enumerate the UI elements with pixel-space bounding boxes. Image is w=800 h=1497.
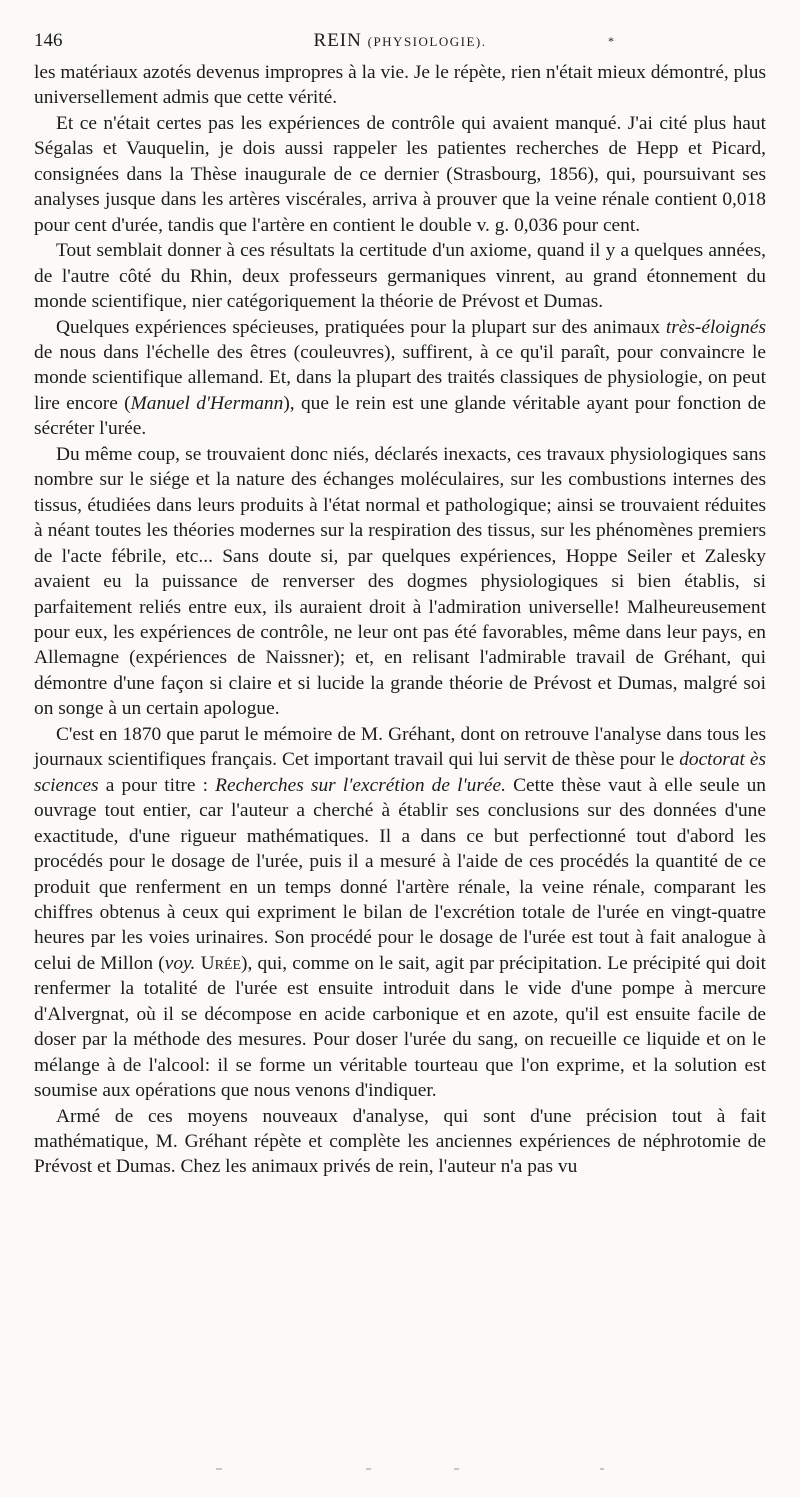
paragraph [34, 442, 766, 722]
text-run: Et ce n'était certes pas les expériences de contrôle qui avaient manqué. J'ai cité plus haut Ségalas et Vauquelin, je dois aussi rappeler les patientes recherches de Hepp et Picard, consignées dans la Thèse inaugurale de ce dernier (Strasbourg, 1856), qui, poursuivant ses analyses jusque dans les artères viscérales, arriva à prouver que la veine rénale contient 0,018 pour cent d'urée, tandis que l'artère en contient le double v. g. 0,036 pour cent. [34, 112, 766, 236]
italic-text: Manuel d'Hermann [130, 392, 284, 414]
running-subtitle: (PHYSIOLOGIE). [367, 34, 487, 49]
text-run: ), qui, comme on le sait, agit par précipitation. Le précipité qui doit renfermer la totalité de l'urée est ensuite introduit dans le vide d'une pompe à mercure d'Alvergnat, où il se décompose en acide carbonique et en azote, qu'il est ensuite facile de doser par la méthode des mesures. Pour doser l'urée du sang, on recueille ce liquide et on le mélange à de l'alcool: il se forme un véritable tourteau que l'on exprime, et la solution est soumise aux opérations que nous venons d'indiquer. [34, 952, 766, 1102]
body-text [34, 60, 766, 1180]
page-number: 146 [34, 30, 63, 51]
paragraph [34, 1104, 766, 1180]
text-run: ), que le rein est une glande véritable ayant pour fonction de sécréter l'urée. [34, 392, 766, 440]
print-speck [216, 1468, 222, 1470]
text-run: a pour titre : [98, 774, 216, 796]
text-run: C'est en 1870 que parut le mémoire de M. Gréhant, dont on retrouve l'analyse dans tous les journaux scientifiques français. Cet important travail qui lui servit de thèse pour le [34, 723, 766, 771]
text-run: les matériaux azotés devenus impropres à la vie. Je le répète, rien n'était mieux démontré, plus universellement admis que cette vérité. [34, 62, 766, 109]
running-title: REIN [313, 30, 362, 51]
print-speck [600, 1468, 604, 1470]
page-header [34, 30, 766, 56]
paragraph [34, 722, 766, 1104]
small-caps-text: Urée [200, 952, 242, 974]
running-head [34, 30, 766, 52]
text-run: de nous dans l'échelle des êtres (couleuvres), suffirent, à ce qu'il paraît, pour convaincre le monde scientifique allemand. Et, dans la plupart des traités classiques de physiologie, on peut lire encore ( [34, 341, 766, 414]
italic-text: très-éloignés [665, 316, 766, 338]
italic-text: doctorat ès sciences [34, 749, 766, 796]
paragraph [34, 238, 766, 314]
text-run: Tout semblait donner à ces résultats la certitude d'un axiome, quand il y a quelques années, de l'autre côté du Rhin, deux professeurs germaniques vinrent, au grand étonnement du monde scientifique, nier catégoriquement la théorie de Prévost et Dumas. [34, 240, 766, 313]
text-run: Quelques expériences spécieuses, pratiquées pour la plupart sur des animaux [56, 316, 666, 338]
paragraph [34, 315, 766, 442]
text-run: Armé de ces moyens nouveaux d'analyse, qui sont d'une précision tout à fait mathématique, M. Gréhant répète et complète les anciennes expériences de néphrotomie de Prévost et Dumas. Chez les animaux privés de rein, l'auteur n'a pas vu [34, 1105, 766, 1178]
paragraph [34, 111, 766, 238]
italic-text: voy. [164, 952, 196, 974]
paragraph [34, 60, 766, 111]
text-run: Cette thèse vaut à elle seule un ouvrage tout entier, car l'auteur a cherché à établir ses conclusions sur des données d'une exactitude, d'une rigueur mathématiques. Il a dans ce but perfectionné tout d'abord les procédés pour le dosage de l'urée, puis il a mesuré à l'aide de ces procédés la quantité de ce produit que renferment en un temps donné l'artère rénale, la veine rénale, comparant les chiffres obtenus à ceux qui expriment le bilan de l'excrétion totale de l'urée en vingt-quatre heures par les voies urinaires. Son procédé pour le dosage de l'urée est tout à fait analogue à celui de Millon ( [34, 774, 766, 974]
print-speck [366, 1468, 371, 1470]
header-mark: * [608, 34, 614, 48]
print-speck [454, 1468, 459, 1470]
text-run: Du même coup, se trouvaient donc niés, déclarés inexacts, ces travaux physiologiques sans nombre sur le siége et la nature des échanges moléculaires, sur les combustions internes des tissus, étudiées dans leurs produits à l'état normal et pathologique; ainsi se trouvaient réduites à néant toutes les théories modernes sur la respiration des tissus, sur les phénomènes premiers de l'acte fébrile, etc... Sans doute si, par quelques expériences, Hoppe Seiler et Zalesky avaient eu la puissance de renverser des dogmes physiologiques si bien établis, si parfaitement reliés entre eux, ils auraient droit à l'admiration universelle! Malheureusement pour eux, les expériences de contrôle, ne leur ont pas été favorables, même dans leur pays, en Allemagne (expériences de Naissner); et, en relisant l'admirable travail de Gréhant, qui démontre d'une façon si claire et si lucide la grande théorie de Prévost et Dumas, malgré soi on songe à un certain apologue. [34, 443, 766, 720]
italic-text: Recherches sur l'excrétion de l'urée. [215, 774, 506, 796]
